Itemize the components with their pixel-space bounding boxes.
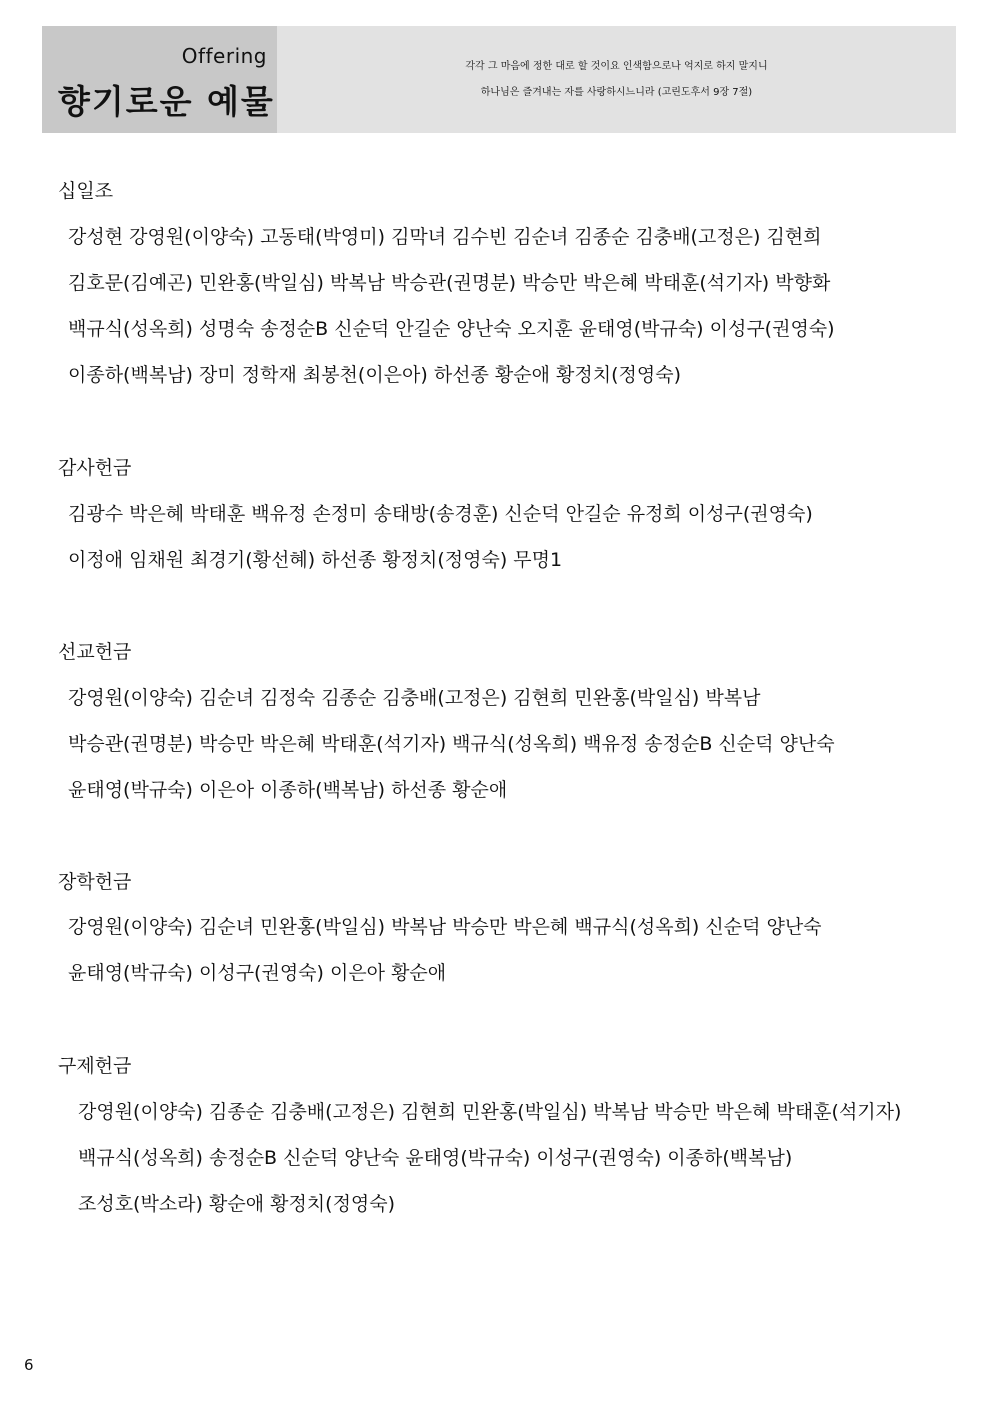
section-title: 선교헌금 <box>58 641 132 663</box>
bible-verse <box>277 54 956 106</box>
names-line: 김광수 박은혜 박태훈 백유정 손정미 송태방(송경훈) 신순덕 안길순 유정희 이성구(권영숙) <box>68 503 813 525</box>
header-korean-title: 향기로운 예물 <box>58 82 275 121</box>
verse-line-2: 하나님은 즐겨내는 자를 사랑하시느니라 (고린도후서 9장 7절) <box>480 87 753 98</box>
names-line: 강영원(이양숙) 김순녀 김정숙 김종순 김충배(고정은) 김현희 민완홍(박일심) 박복남 <box>68 687 761 709</box>
verse-line-1: 각각 그 마음에 정한 대로 할 것이요 인색함으로나 억지로 하지 말지니 <box>465 61 768 72</box>
names-line: 강영원(이양숙) 김종순 김충배(고정은) 김현희 민완홍(박일심) 박복남 박승만 박은혜 박태훈(석기자) <box>78 1101 902 1123</box>
names-line: 조성호(박소라) 황순애 황정치(정영숙) <box>78 1193 396 1215</box>
header-title-box <box>42 26 277 133</box>
names-line: 이종하(백복남) 장미 정학재 최봉천(이은아) 하선종 황순애 황정치(정영숙) <box>68 364 681 386</box>
section-title: 십일조 <box>58 180 114 202</box>
section-title: 장학헌금 <box>58 871 132 893</box>
names-line: 윤태영(박규숙) 이은아 이종하(백복남) 하선종 황순애 <box>68 779 508 801</box>
names-line: 강성현 강영원(이양숙) 고동태(박영미) 김막녀 김수빈 김순녀 김종순 김충배(고정은) 김현희 <box>68 226 822 248</box>
offering-header <box>42 26 956 133</box>
names-line: 백규식(성옥희) 송정순B 신순덕 양난숙 윤태영(박규숙) 이성구(권영숙) 이종하(백복남) <box>78 1147 793 1169</box>
page-number: 6 <box>24 1356 34 1374</box>
names-line: 윤태영(박규숙) 이성구(권영숙) 이은아 황순애 <box>68 962 447 984</box>
names-line: 박승관(권명분) 박승만 박은혜 박태훈(석기자) 백규식(성옥희) 백유정 송정순B 신순덕 양난숙 <box>68 733 835 755</box>
names-line: 백규식(성옥희) 성명숙 송정순B 신순덕 안길순 양난숙 오지훈 윤태영(박규숙) 이성구(권영숙) <box>68 318 835 340</box>
section-title: 구제헌금 <box>58 1055 132 1077</box>
section-title: 감사헌금 <box>58 457 132 479</box>
names-line: 강영원(이양숙) 김순녀 민완홍(박일심) 박복남 박승만 박은혜 백규식(성옥희) 신순덕 양난숙 <box>68 916 822 938</box>
header-english-title: Offering <box>181 44 267 68</box>
names-line: 김호문(김예곤) 민완홍(박일심) 박복남 박승관(권명분) 박승만 박은혜 박태훈(석기자) 박향화 <box>68 272 831 294</box>
names-line: 이정애 임채원 최경기(황선혜) 하선종 황정치(정영숙) 무명1 <box>68 549 563 571</box>
